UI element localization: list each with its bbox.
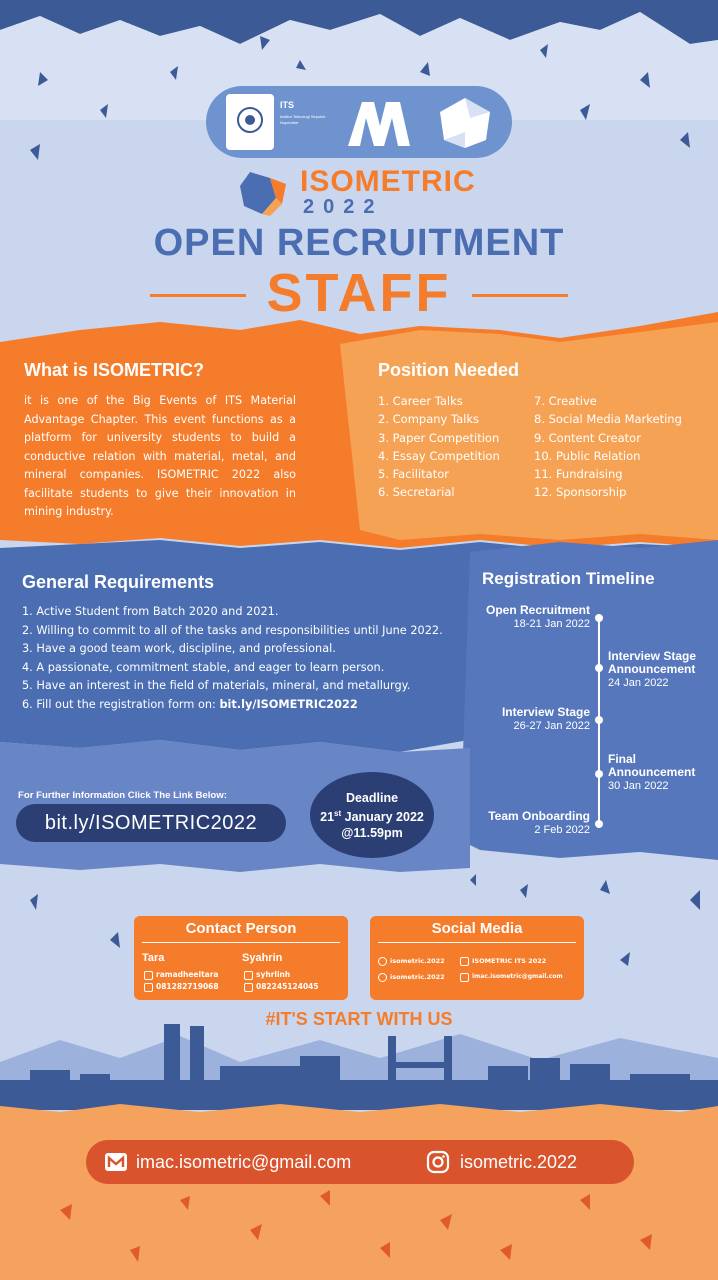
its-subtitle: Institut Teknologi Sepuluh Nopember <box>280 114 326 125</box>
list-item: 2. Willing to commit to all of the tasks and responsibilities until June 2022. <box>22 623 443 637</box>
deadline-time: @11.59pm <box>341 826 403 841</box>
list-item: 1. Active Student from Batch 2020 and 2021. <box>22 605 279 618</box>
list-item: 12. Sponsorship <box>534 485 627 500</box>
list-item <box>22 696 443 715</box>
list-item: 3. Paper Competition <box>378 430 500 445</box>
instagram-icon <box>378 957 387 966</box>
footer-instagram[interactable]: isometric.2022 <box>460 1152 578 1172</box>
material-advantage-logo-icon <box>344 96 414 150</box>
timeline-item-open-recruitment: Open Recruitment 18-21 Jan 2022 <box>485 603 590 630</box>
contact-line-tara[interactable]: ramadheeltara <box>144 970 219 980</box>
list-item: 4. Essay Competition <box>378 448 500 463</box>
timeline-dot <box>595 614 603 622</box>
contact-line-syahrin[interactable]: syhrlinh <box>244 970 290 980</box>
brand-year: 2022 <box>303 196 384 218</box>
timeline-title: Registration Timeline <box>482 569 655 588</box>
its-name: ITS <box>280 100 295 110</box>
timeline-item-final-announcement: Final Announcement 30 Jan 2022 <box>608 752 696 792</box>
deadline-label: Deadline <box>345 791 399 805</box>
tiktok-icon <box>378 973 387 982</box>
page-title: OPEN RECRUITMENT <box>153 222 565 264</box>
isometric-brand-icon <box>236 168 290 218</box>
instagram-icon <box>426 1150 450 1174</box>
list-item: 8. Social Media Marketing <box>534 412 682 427</box>
whatsapp-icon <box>144 983 153 992</box>
deadline-date: 21st January 2022 <box>320 809 424 825</box>
linkedin-icon <box>460 957 469 966</box>
social-instagram[interactable]: isometric.2022 <box>378 956 445 966</box>
requirement-6-text: 6. Fill out the registration form on: <box>22 697 220 711</box>
positions-title: Position Needed <box>378 360 520 380</box>
registration-link-button[interactable]: bit.ly/ISOMETRIC2022 <box>16 804 286 842</box>
list-item: 10. Public Relation <box>534 448 641 463</box>
its-emblem-icon <box>226 94 274 150</box>
list-item: 9. Content Creator <box>534 430 641 445</box>
timeline-item-interview-stage: Interview Stage 26-27 Jan 2022 <box>501 705 590 732</box>
contact-phone-syahrin[interactable]: 082245124045 <box>244 982 319 992</box>
social-linkedin[interactable]: ISOMETRIC ITS 2022 <box>460 956 546 966</box>
its-logo <box>226 94 274 150</box>
whatsapp-icon <box>244 983 253 992</box>
deadline-badge <box>310 772 434 858</box>
list-item: 4. A passionate, commitment stable, and eager to learn person. <box>22 660 385 674</box>
list-item: 1. Career Talks <box>378 394 463 408</box>
contact-name-tara: Tara <box>142 952 165 964</box>
mail-icon <box>460 973 469 982</box>
isometric-gem-logo-icon <box>434 94 496 152</box>
list-item: 3. Have a good team work, discipline, and professional. <box>22 642 336 656</box>
requirements-title: General Requirements <box>22 572 215 592</box>
deadline-date-suffix: st <box>334 809 342 818</box>
partner-logo-bar <box>206 86 512 158</box>
timeline-dot <box>595 770 603 778</box>
registration-link[interactable]: bit.ly/ISOMETRIC2022 <box>219 697 358 711</box>
positions-list-left <box>378 392 500 502</box>
line-icon <box>144 971 153 980</box>
social-email[interactable]: imac.isometric@gmail.com <box>460 972 563 983</box>
list-item: 5. Have an interest in the field of materials, mineral, and metallurgy. <box>22 679 411 693</box>
timeline-dot <box>595 716 603 724</box>
list-item: 2. Company Talks <box>378 412 480 427</box>
about-title: What is ISOMETRIC? <box>24 360 204 380</box>
timeline-dot <box>595 664 603 672</box>
line-icon <box>244 971 253 980</box>
footer-email[interactable]: imac.isometric@gmail.com <box>136 1152 352 1172</box>
requirements-list <box>22 603 443 715</box>
social-divider <box>378 942 576 943</box>
list-item: 5. Facilitator <box>378 467 449 482</box>
contact-person-box <box>134 916 348 1000</box>
social-media-box <box>370 916 584 1000</box>
contact-name-syahrin: Syahrin <box>242 952 283 964</box>
contact-phone-tara[interactable]: 081282719068 <box>144 982 219 992</box>
timeline-item-interview-announcement: Interview Stage Announcement 24 Jan 2022 <box>608 649 697 689</box>
page-subtitle: STAFF <box>266 263 452 323</box>
social-tiktok[interactable]: isometric.2022 <box>378 972 445 982</box>
timeline-dot <box>595 820 603 828</box>
tagline: #IT'S START WITH US <box>265 1009 453 1029</box>
timeline-item-team-onboarding: Team Onboarding 2 Feb 2022 <box>488 809 590 836</box>
social-title: Social Media <box>431 920 523 937</box>
contact-divider <box>142 942 340 943</box>
further-info-label: For Further Information Click The Link Below: <box>18 790 227 801</box>
mail-icon <box>104 1150 128 1174</box>
contact-title: Contact Person <box>185 920 297 937</box>
brand-name: ISOMETRIC <box>300 165 476 198</box>
list-item: 7. Creative <box>534 394 597 408</box>
list-item: 11. Fundraising <box>534 467 623 482</box>
positions-list-right <box>534 392 682 502</box>
list-item: 6. Secretarial <box>378 485 455 500</box>
footer-contact-bar <box>86 1140 634 1184</box>
about-body: it is one of the Big Events of ITS Material Advantage Chapter. This event functions as a platform for university students to build a conductive relation with material, metal, and mineral companies. ISOMETRIC 2022 also facilitate students to give their innovation in mining industry. <box>24 394 296 518</box>
